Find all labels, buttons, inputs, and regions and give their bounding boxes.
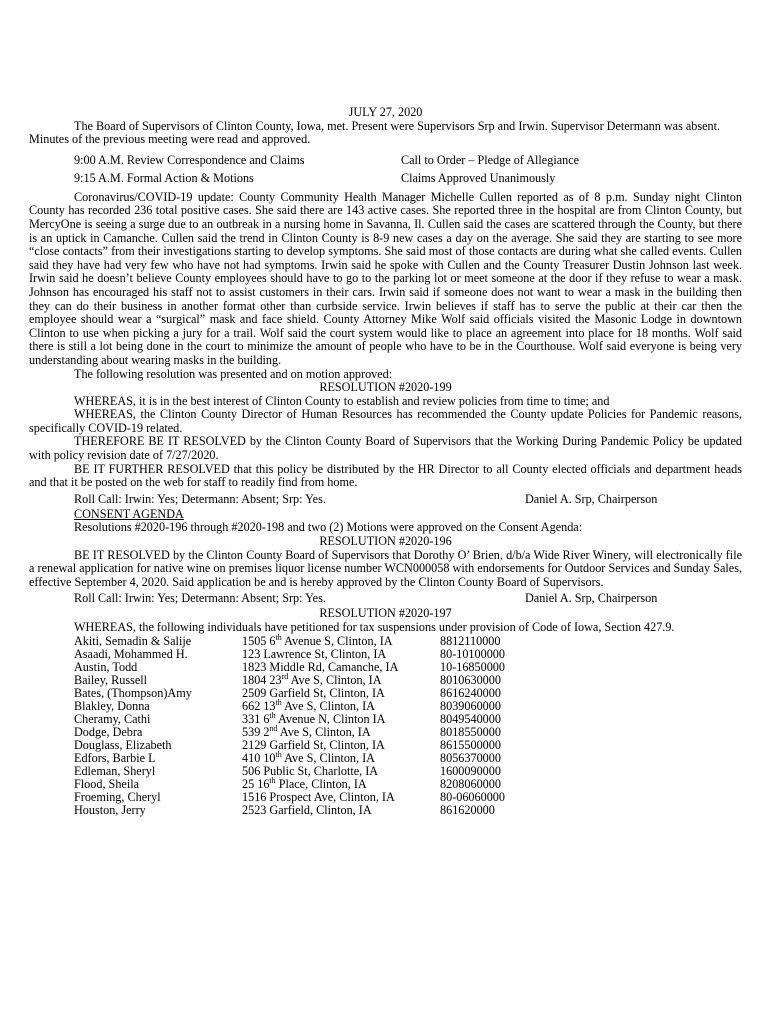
- resolution-197-title: RESOLUTION #2020-197: [319, 606, 452, 621]
- covid-update-paragraph: Coronavirus/COVID-19 update: County Community Health Manager Michelle Cullen reported as of 8 p.m. Sunday night Clinton County has recorded 236 total positive cases. She said there are 143 active cases. She reported three in the hospital are from Clinton County, but MercyOne is seeing a surge due to an outbreak in a nursing home in Savanna, Il. Cullen said the cases are scattered through the County, but there is an uptick in Camanche. Cullen said the trend in Clinton County is 8-9 new cases a day on the average. She said they are starting to see more “close contacts” from their investigations starting to develop symptoms. She said most of those contacts are during what she called events. Cullen said they have had very few who have not had symptoms. Irwin said he spoke with Cullen and the County Treasurer Dustin Johnson last week. Irwin said he doesn’t believe County employees should have to go to the parking lot or meet someone at the door if they refuse to wear a mask. Johnson has encouraged his staff not to assist customers in their cars. Irwin said if someone does not want to wear a mask in the building then they can do their business in another format other than curbside service. Irwin believes if staff has to serve the public at their car then the employee should wear a “surgical” mask and face shield. County Attorney Mike Wolf said officials visited the Masonic Lodge in downtown Clinton to use when picking a jury for a trail. Wolf said the court system would like to place an agreement into place for 18 months. Wolf said there is still a lot being done in the court to minimize the amount of people who have to be in the Courthouse. Wolf said everyone is being very understanding about wearing masks in the building.: [29, 189, 742, 367]
- petitioner-row: [74, 635, 550, 648]
- petitioner-parcel: 8812110000: [440, 633, 501, 648]
- resolution-lead: The following resolution was presented and on motion approved:: [74, 366, 393, 381]
- resolution-197-whereas: WHEREAS, the following individuals have petitioned for tax suspensions under provision of Code of Iowa, Section 427.9.: [74, 620, 675, 634]
- petitioner-address: 25 16th Place, Clinton, IA: [242, 775, 367, 791]
- petitioner-address: 539 2nd Ave S, Clinton, IA: [242, 723, 371, 739]
- petitioner-name: Bates, (Thompson)Amy: [74, 685, 192, 700]
- petitioner-address: 1804 23rd Ave S, Clinton, IA: [242, 671, 382, 687]
- petitioner-address: 331 6th Avenue N, Clinton IA: [242, 710, 386, 726]
- petitioner-name: Edleman, Sheryl: [74, 763, 156, 778]
- petitioner-row: [74, 739, 550, 752]
- petitioner-parcel: 8010630000: [440, 672, 501, 687]
- whereas-paragraph: WHEREAS, the Clinton County Director of Human Resources has recommended the County update Policies for Pandemic reasons, specifically COVID-19 related.: [29, 407, 742, 435]
- petitioner-parcel: 10-16850000: [440, 659, 505, 674]
- petitioner-address: 1516 Prospect Ave, Clinton, IA: [242, 789, 395, 804]
- petitioner-parcel: 8615500000: [440, 737, 501, 752]
- petitioner-address: 506 Public St, Charlotte, IA: [242, 763, 379, 778]
- petitioner-address: 123 Lawrence St, Clinton, IA: [242, 646, 387, 661]
- petitioners-table: [74, 632, 550, 817]
- petitioner-name: Dodge, Debra: [74, 724, 143, 739]
- petitioner-name: Akiti, Semadin & Salije: [74, 633, 192, 648]
- roll-call: Roll Call: Irwin: Yes; Determann: Absent; Srp: Yes.: [74, 591, 326, 606]
- agenda-row: [29, 169, 742, 187]
- resolution-196-title: RESOLUTION #2020-196: [319, 534, 452, 549]
- petitioner-address: 2523 Garfield, Clinton, IA: [242, 802, 372, 817]
- agenda-time-item: 9:00 A.M. Review Correspondence and Claims: [74, 152, 305, 167]
- petitioner-parcel: 80-10100000: [440, 646, 505, 661]
- further-resolved-paragraph: BE IT FURTHER RESOLVED that this policy be distributed by the HR Director to all County elected officials and department heads and that it be posted on the web for staff to readily find from home.: [29, 461, 742, 490]
- petitioner-parcel: 861620000: [440, 802, 495, 817]
- petitioner-address: 1505 6th Avenue S, Clinton, IA: [242, 632, 393, 648]
- petitioner-name: Flood, Sheila: [74, 776, 140, 791]
- minutes-content: [29, 106, 742, 817]
- petitioner-row: [74, 752, 550, 765]
- resolution-199-title: RESOLUTION #2020-199: [319, 380, 452, 395]
- petitioner-name: Bailey, Russell: [74, 672, 148, 687]
- petitioner-name: Blakley, Donna: [74, 698, 150, 713]
- petitioner-row: [74, 661, 550, 674]
- petitioner-row: [74, 778, 550, 791]
- chairperson: Daniel A. Srp, Chairperson: [525, 491, 658, 506]
- petitioner-row: [74, 648, 550, 661]
- petitioner-parcel: 8056370000: [440, 750, 501, 765]
- petitioner-address: 2129 Garfield St, Clinton, IA: [242, 737, 385, 752]
- petitioner-row: [74, 726, 550, 739]
- petitioner-parcel: 8039060000: [440, 698, 501, 713]
- petitioner-row: [74, 700, 550, 713]
- petitioner-address: 410 10th Ave S, Clinton, IA: [242, 749, 375, 765]
- consent-agenda-text: Resolutions #2020-196 through #2020-198 and two (2) Motions were approved on the Consent Agenda:: [74, 520, 583, 535]
- petitioner-row: [74, 713, 550, 726]
- meeting-date: JULY 27, 2020: [348, 105, 423, 119]
- petitioner-row: [74, 674, 550, 687]
- petitioner-name: Asaadi, Mohammed H.: [74, 646, 188, 661]
- petitioner-parcel: 8616240000: [440, 685, 501, 700]
- resolution-196-body: BE IT RESOLVED by the Clinton County Board of Supervisors that Dorothy O’ Brien, d/b/a Wide River Winery, will electronically file a renewal application for native wine on premises liquor license number WCN000058 with endorsements for Outdoor Services and Sunday Sales, effective September 4, 2020. Said application be and is hereby approved by the Clinton County Board of Supervisors.: [29, 547, 742, 589]
- intro-paragraph: The Board of Supervisors of Clinton County, Iowa, met. Present were Supervisors Srp and Irwin. Supervisor Determann was absent. Minutes of the previous meeting were read and approved.: [29, 118, 721, 147]
- whereas-paragraph: WHEREAS, it is in the best interest of Clinton County to establish and review policies from time to time; and: [74, 393, 610, 408]
- petitioner-name: Douglass, Elizabeth: [74, 737, 172, 752]
- petitioner-row: [74, 804, 550, 817]
- petitioner-address: 1823 Middle Rd, Camanche, IA: [242, 659, 399, 674]
- petitioner-name: Cheramy, Cathi: [74, 711, 151, 726]
- therefore-paragraph: THEREFORE BE IT RESOLVED by the Clinton County Board of Supervisors that the Working During Pandemic Policy be updated with policy revision date of 7/27/2020.: [29, 434, 742, 463]
- petitioner-parcel: 1600090000: [440, 763, 501, 778]
- roll-call-row: [29, 490, 742, 508]
- petitioner-parcel: 8018550000: [440, 724, 501, 739]
- petitioner-address: 2509 Garfield St, Clinton, IA: [242, 685, 385, 700]
- petitioner-row: [74, 687, 550, 700]
- agenda-time-item: 9:15 A.M. Formal Action & Motions: [74, 170, 254, 185]
- agenda-note: Call to Order – Pledge of Allegiance: [401, 152, 580, 167]
- petitioner-name: Froeming, Cheryl: [74, 789, 161, 804]
- petitioner-parcel: 8208060000: [440, 776, 501, 791]
- petitioner-parcel: 80-06060000: [440, 789, 505, 804]
- petitioner-row: [74, 791, 550, 804]
- petitioner-parcel: 8049540000: [440, 711, 501, 726]
- petitioner-row: [74, 765, 550, 778]
- agenda-note: Claims Approved Unanimously: [401, 170, 556, 185]
- petitioner-name: Austin, Todd: [74, 659, 138, 674]
- agenda-row: [29, 151, 742, 169]
- petitioner-address: 662 13th Ave S, Clinton, IA: [242, 697, 375, 713]
- chairperson: Daniel A. Srp, Chairperson: [525, 591, 658, 606]
- roll-call: Roll Call: Irwin: Yes; Determann: Absent; Srp: Yes.: [74, 491, 326, 506]
- consent-agenda-heading: CONSENT AGENDA: [74, 506, 184, 521]
- roll-call-row: [29, 589, 742, 607]
- petitioner-name: Edfors, Barbie L: [74, 750, 156, 765]
- petitioner-name: Houston, Jerry: [74, 802, 146, 817]
